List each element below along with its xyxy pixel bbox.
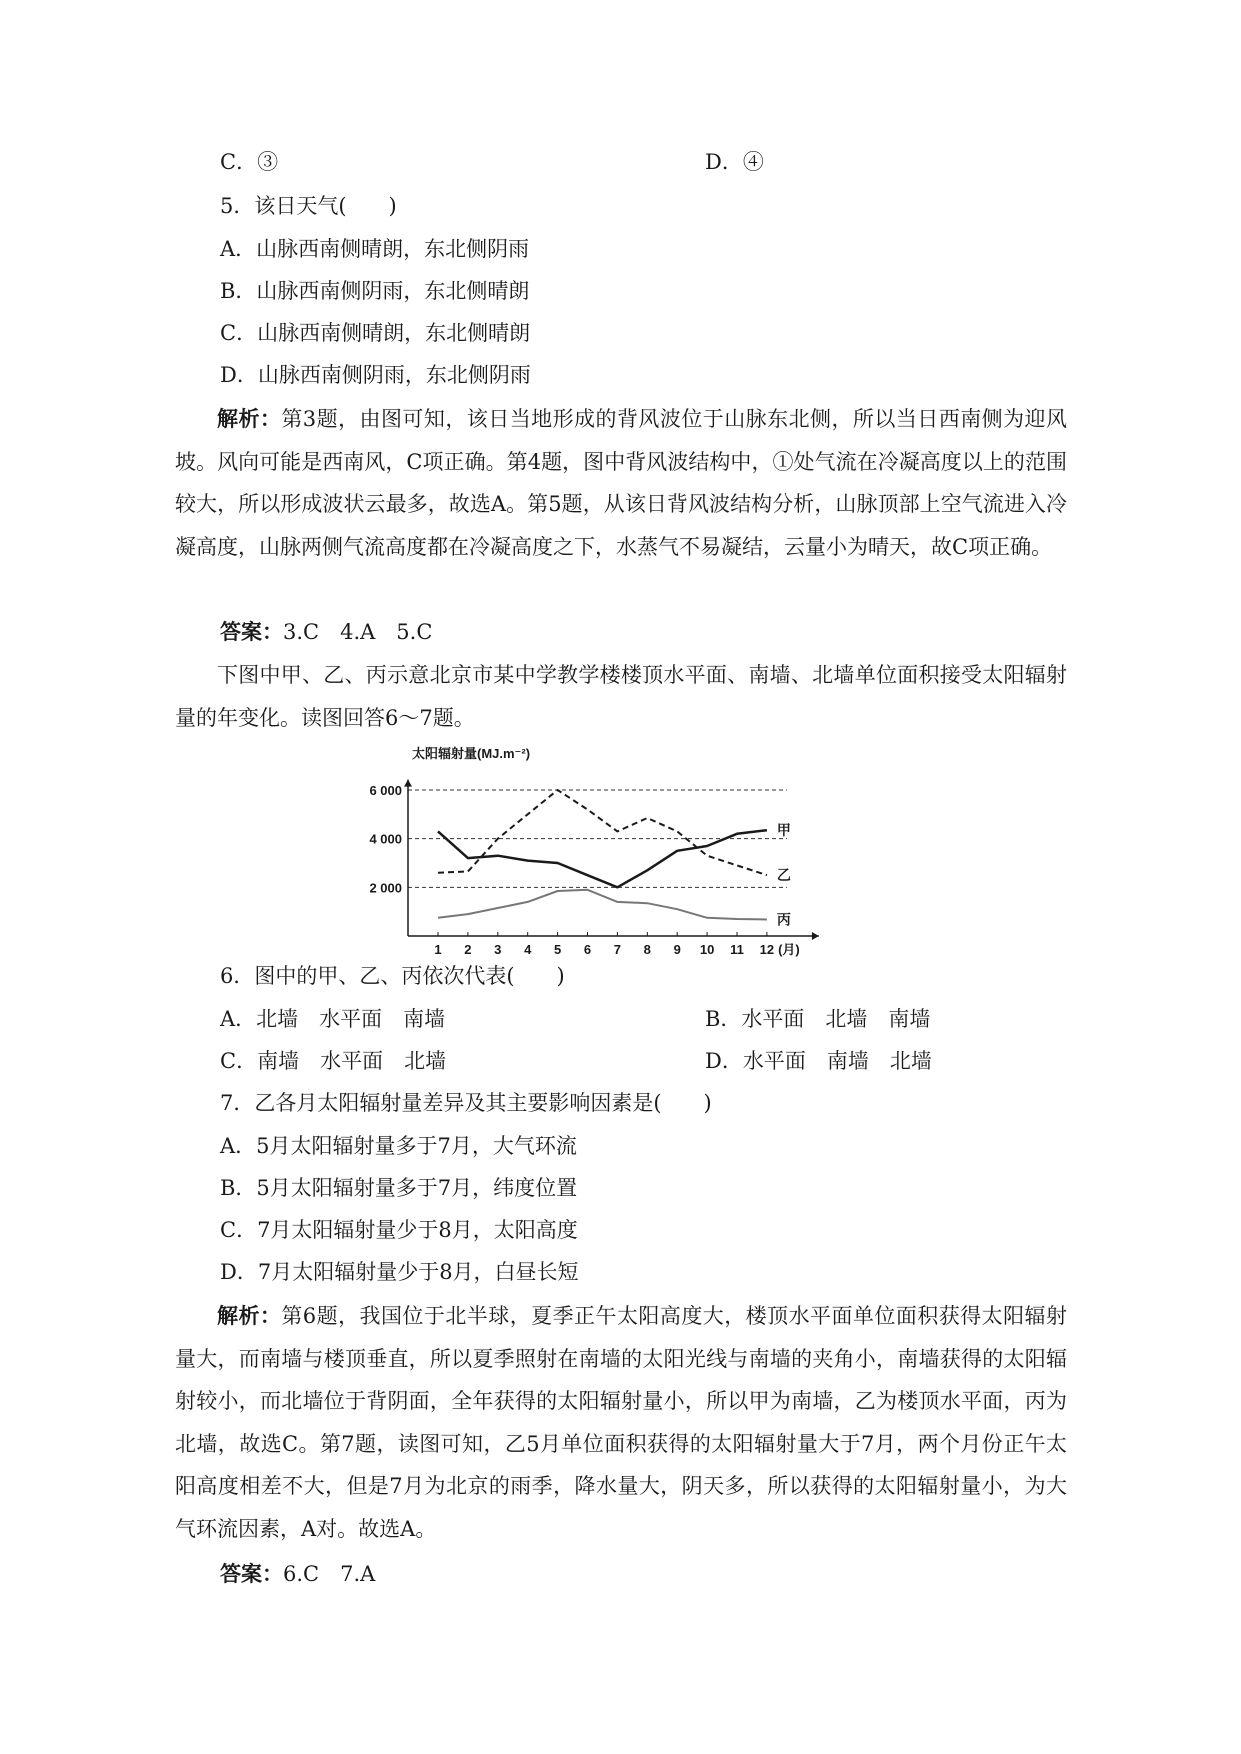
q7-option-b: B．5月太阳辐射量多于7月，纬度位置 (220, 1176, 578, 1200)
y-tick-label-6000: 6 000 (369, 783, 402, 798)
chart-grid (408, 790, 787, 887)
series-line-丙 (438, 890, 767, 920)
q7-option-d: D．7月太阳辐射量少于8月，白昼长短 (220, 1260, 579, 1284)
chart-intro: 下图中甲、乙、丙示意北京市某中学教学楼楼顶水平面、南墙、北墙单位面积接受太阳辐射量的年变化。读图回答6～7题。 (175, 663, 1067, 730)
x-axis-label: (月) (778, 942, 800, 957)
q6-option-a: A．北墙 水平面 南墙 (220, 1007, 446, 1031)
x-tick-label-5: 5 (553, 942, 562, 957)
x-tick-label-9: 9 (673, 942, 681, 957)
q6-option-c: C．南墙 水平面 北墙 (220, 1049, 447, 1073)
chart-series (438, 790, 767, 920)
solar-radiation-chart (369, 742, 875, 964)
y-tick-label-2000: 2 000 (369, 880, 402, 896)
q5-option-a: A．山脉西南侧晴朗，东北侧阴雨 (220, 237, 530, 261)
answer-block-1 (220, 618, 432, 646)
answer-text: 3.C 4.A 5.C (283, 620, 433, 644)
answer-label: 答案： (220, 1561, 283, 1586)
q6-option-b: B．水平面 北墙 南墙 (705, 1007, 931, 1031)
series-label-丙: 丙 (776, 911, 791, 928)
q4-option-d: D．④ (705, 150, 764, 174)
analysis-label: 解析： (217, 406, 282, 431)
q5-option-d: D．山脉西南侧阴雨，东北侧阴雨 (220, 363, 531, 387)
x-tick-label-12: 12 (759, 942, 775, 957)
x-axis-arrow (812, 932, 819, 940)
q7-option-c: C．7月太阳辐射量少于8月，太阳高度 (220, 1218, 578, 1242)
q5-option-b: B．山脉西南侧阴雨，东北侧晴朗 (220, 279, 530, 303)
y-axis-arrow (404, 780, 412, 787)
answer-label: 答案： (220, 619, 283, 644)
analysis-label: 解析： (217, 1303, 282, 1328)
q6-option-d: D．水平面 南墙 北墙 (705, 1049, 932, 1073)
q7-option-a: A．5月太阳辐射量多于7月，大气环流 (220, 1134, 577, 1158)
y-axis-label: 太阳辐射量(MJ.m⁻²) (412, 746, 531, 761)
answer-text: 6.C 7.A (283, 1562, 376, 1586)
series-label-乙: 乙 (776, 867, 791, 884)
x-tick-label-3: 3 (494, 942, 502, 957)
x-tick-label-2: 2 (464, 942, 472, 957)
x-tick-label-4: 4 (524, 942, 532, 957)
q7-stem: 7．乙各月太阳辐射量差异及其主要影响因素是( ) (220, 1091, 712, 1115)
x-tick-label-11: 11 (730, 942, 744, 957)
q4-option-c: C．③ (220, 150, 279, 174)
analysis-text: 第3题，由图可知，该日当地形成的背风波位于山脉东北侧，所以当日西南侧为迎风坡。风向可能是西南风，C项正确。第4题，图中背风波结构中，①处气流在冷凝高度以上的范围较大，所以形成波状云最多，故选A。第5题，从该日背风波结构分析，山脉顶部上空气流进入冷凝高度，山脉两侧气流高度都在冷凝高度之下，水蒸气不易凝结，云量小为晴天，故C项正确。 (175, 407, 1068, 559)
x-tick-label-10: 10 (699, 942, 715, 957)
x-tick-label-7: 7 (613, 942, 622, 957)
answer-block-2 (220, 1560, 375, 1588)
series-line-乙 (438, 790, 767, 875)
q5-option-c: C．山脉西南侧晴朗，东北侧晴朗 (220, 321, 531, 345)
x-tick-label-8: 8 (643, 942, 651, 957)
series-label-甲: 甲 (776, 822, 791, 839)
chart-labels (369, 746, 799, 957)
q6-stem: 6．图中的甲、乙、丙依次代表( ) (220, 964, 565, 988)
x-tick-label-6: 6 (583, 942, 592, 957)
x-tick-label-1: 1 (434, 942, 442, 957)
analysis-block-1 (175, 398, 1067, 568)
analysis-block-2 (175, 1295, 1067, 1550)
y-tick-label-4000: 4 000 (369, 831, 402, 847)
chart-axes (404, 780, 819, 940)
q5-stem: 5．该日天气( ) (220, 194, 397, 218)
analysis-text: 第6题，我国位于北半球，夏季正午太阳高度大，楼顶水平面单位面积获得太阳辐射量大，而南墙与楼顶垂直，所以夏季照射在南墙的太阳光线与南墙的夹角小，南墙获得的太阳辐射较小，而北墙位于背阴面，全年获得的太阳辐射量小，所以甲为南墙，乙为楼顶水平面，丙为北墙，故选C。第7题，读图可知，乙5月单位面积获得的太阳辐射量大于7月，两个月份正午太阳高度相差不大，但是7月为北京的雨季，降水量大，阴天多，所以获得的太阳辐射量小，为大气环流因素，A对。故选A。 (175, 1304, 1068, 1541)
